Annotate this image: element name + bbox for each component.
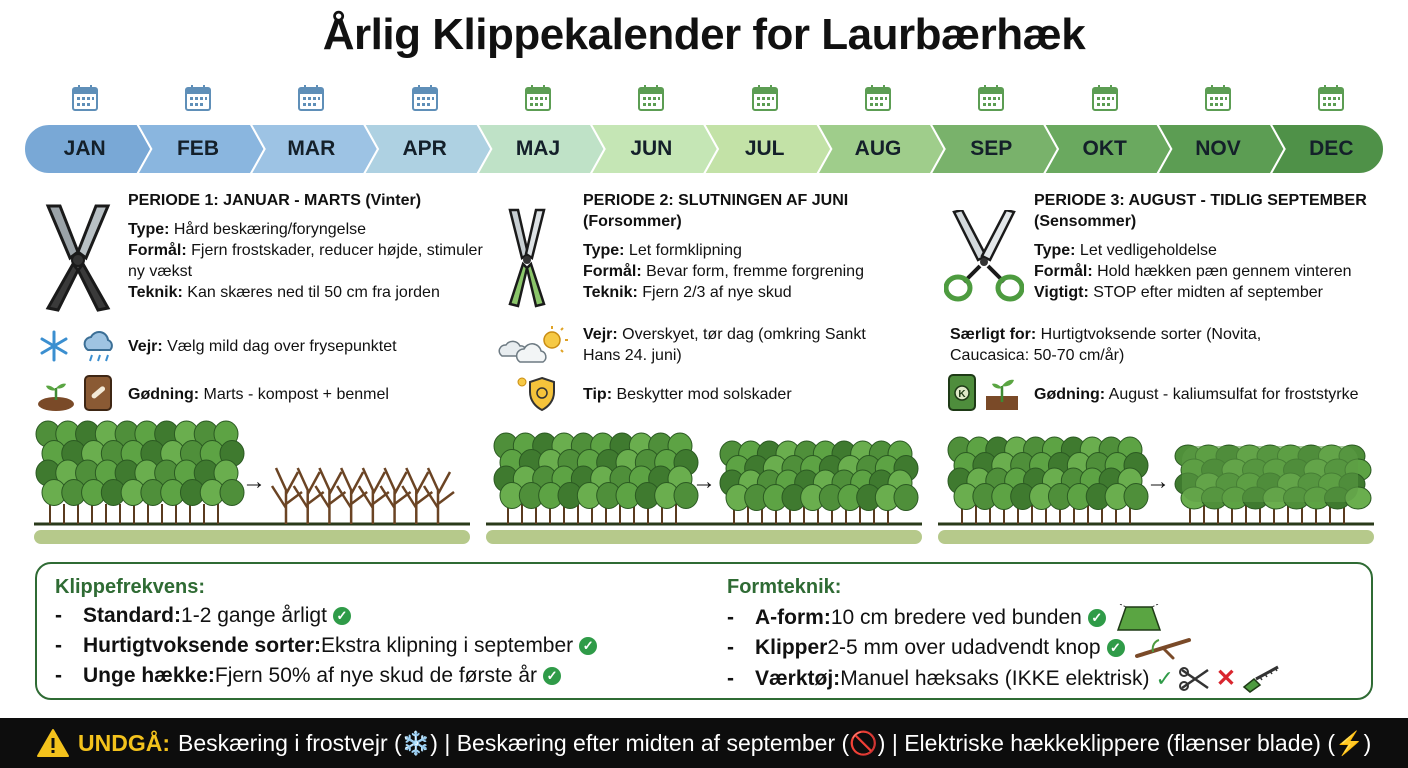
period-3-fertilizer: Gødning: August - kaliumsulfat for froststyrke <box>1034 386 1359 403</box>
calendar-icon <box>1091 84 1119 112</box>
period-1 <box>128 190 488 303</box>
warning-text: Beskæring i frostvejr (❄️) | Beskæring efter midten af september (🚫) | Elektriske hækkeklippere (flænser blade) (⚡) <box>178 729 1372 756</box>
calendar-icon <box>1204 84 1232 112</box>
check-icon: ✓ <box>1155 665 1174 691</box>
calendar-icon <box>864 84 892 112</box>
partly-cloudy-icon <box>498 326 570 371</box>
potassium-bag-icon <box>946 372 978 417</box>
month-label-jan: JAN <box>63 137 106 160</box>
hedge-overgrown-2 <box>494 433 698 524</box>
month-label-jul: JUL <box>744 137 785 160</box>
arrow-2: → <box>692 468 716 495</box>
period-3-special: Særligt for: Hurtigtvoksende sorter (Novita, Caucasica: 50-70 cm/år) <box>950 326 1262 364</box>
hedge-trimmed-3 <box>1175 445 1371 524</box>
month-label-nov: NOV <box>1195 137 1241 160</box>
check-icon: ✓ <box>543 667 561 685</box>
hedge-shaped-2 <box>720 441 918 524</box>
frequency-item-3: - Unge hække: Fjern 50% af nye skud de første år ✓ <box>55 664 561 688</box>
calendar-icon <box>297 84 325 112</box>
period-2-tip: Tip: Beskytter mod solskader <box>583 386 792 403</box>
hedge-ground-strip-3 <box>938 530 1374 544</box>
hedge-cut-back <box>272 468 454 524</box>
hedge-ground-strip-1 <box>34 530 470 544</box>
check-icon: ✓ <box>1107 639 1125 657</box>
technique-item-1: - A-form: 10 cm bredere ved bunden ✓ <box>727 604 1164 632</box>
period-1-weather: Vejr: Vælg mild dag over frysepunktet <box>128 338 397 355</box>
check-icon: ✓ <box>1088 609 1106 627</box>
branch-cut-icon <box>1133 634 1193 662</box>
hedge-overgrown-1 <box>36 421 244 524</box>
soil-sprout-icon <box>36 374 76 417</box>
cross-icon: ✕ <box>1215 665 1237 692</box>
pruning-shears-icon <box>40 204 116 317</box>
frequency-item-1: - Standard: 1-2 gange årligt ✓ <box>55 604 351 628</box>
warning-bar <box>0 718 1408 768</box>
calendar-icon <box>71 84 99 112</box>
period-1-type: Type: Hård beskæring/foryngelse <box>128 221 367 238</box>
technique-item-3: - Værktøj: Manuel hæksaks (IKKE elektrisk) ✓ ✕ <box>727 664 1280 693</box>
month-label-maj: MAJ <box>515 137 561 160</box>
soil-sprout-icon <box>984 372 1020 417</box>
technique-item-2: - Klipper 2-5 mm over udadvendt knop ✓ <box>727 634 1193 662</box>
hedge-overgrown-3 <box>948 437 1148 524</box>
calendar-icon <box>1317 84 1345 112</box>
month-label-aug: AUG <box>854 137 902 160</box>
technique-heading: Formteknik: <box>727 576 842 598</box>
month-label-apr: APR <box>402 137 447 160</box>
period-3-title: PERIODE 3: AUGUST - TIDLIG SEPTEMBER <box>1034 192 1367 209</box>
period-2-subtitle: (Forsommer) <box>583 213 682 230</box>
arrow-3: → <box>1146 468 1170 495</box>
svg-text:K: K <box>958 389 966 400</box>
month-label-okt: OKT <box>1082 137 1127 160</box>
frequency-heading: Klippefrekvens: <box>55 576 206 598</box>
period-1-technique: Teknik: Kan skæres ned til 50 cm fra jorden <box>128 284 440 301</box>
a-form-hedge-icon <box>1114 604 1164 632</box>
check-icon: ✓ <box>579 637 597 655</box>
calendar-icon-row <box>24 84 1384 114</box>
snowflake-icon <box>38 330 70 367</box>
calendar-icon <box>977 84 1005 112</box>
month-label-sep: SEP <box>970 137 1013 160</box>
calendar-icon <box>524 84 552 112</box>
warning-label: UNDGÅ: <box>78 729 170 756</box>
month-label-dec: DEC <box>1309 137 1354 160</box>
sun-shield-icon <box>512 374 556 417</box>
arrow-1: → <box>242 468 266 495</box>
period-2-type: Type: Let formklipning <box>583 242 742 259</box>
month-label-jun: JUN <box>630 137 673 160</box>
manual-shears-icon <box>1178 666 1212 692</box>
hedge-ground-strip-2 <box>486 530 922 544</box>
period-3-subtitle: (Sensommer) <box>1034 213 1137 230</box>
period-2-weather: Vejr: Overskyet, tør dag (omkring Sankt Hans 24. juni) <box>583 326 866 364</box>
check-icon: ✓ <box>333 607 351 625</box>
month-label-feb: FEB <box>176 137 219 160</box>
pruning-shears-icon <box>502 208 552 313</box>
period-2-technique: Teknik: Fjern 2/3 af nye skud <box>583 284 792 301</box>
hedge-shears-icon <box>944 210 1024 309</box>
period-3 <box>1034 190 1394 303</box>
month-label-mar: MAR <box>287 137 336 160</box>
rain-cloud-icon <box>80 330 118 369</box>
frequency-item-2: - Hurtigtvoksende sorter: Ekstra klipning i september ✓ <box>55 634 597 658</box>
period-3-purpose: Formål: Hold hækken pæn gennem vinteren <box>1034 263 1352 280</box>
electric-hedge-trimmer-icon <box>1240 665 1280 693</box>
calendar-icon <box>637 84 665 112</box>
period-3-important: Vigtigt: STOP efter midten af september <box>1034 284 1323 301</box>
period-1-purpose: Formål: Fjern frostskader, reducer højde, stimuler ny vækst <box>128 242 483 280</box>
period-2 <box>583 190 913 303</box>
warning-icon <box>36 728 70 758</box>
period-2-purpose: Formål: Bevar form, fremme forgrening <box>583 263 864 280</box>
calendar-icon <box>411 84 439 112</box>
period-1-fertilizer: Gødning: Marts - kompost + benmel <box>128 386 389 403</box>
period-2-title: PERIODE 2: SLUTNINGEN AF JUNI <box>583 192 849 209</box>
month-timeline <box>24 124 1384 174</box>
page-title: Årlig Klippekalender for Laurbærhæk <box>322 10 1086 59</box>
period-3-type: Type: Let vedligeholdelse <box>1034 242 1217 259</box>
calendar-icon <box>751 84 779 112</box>
info-box <box>35 562 1373 700</box>
bone-meal-bag-icon <box>82 372 114 417</box>
calendar-icon <box>184 84 212 112</box>
period-1-title: PERIODE 1: JANUAR - MARTS (Vinter) <box>128 192 422 209</box>
